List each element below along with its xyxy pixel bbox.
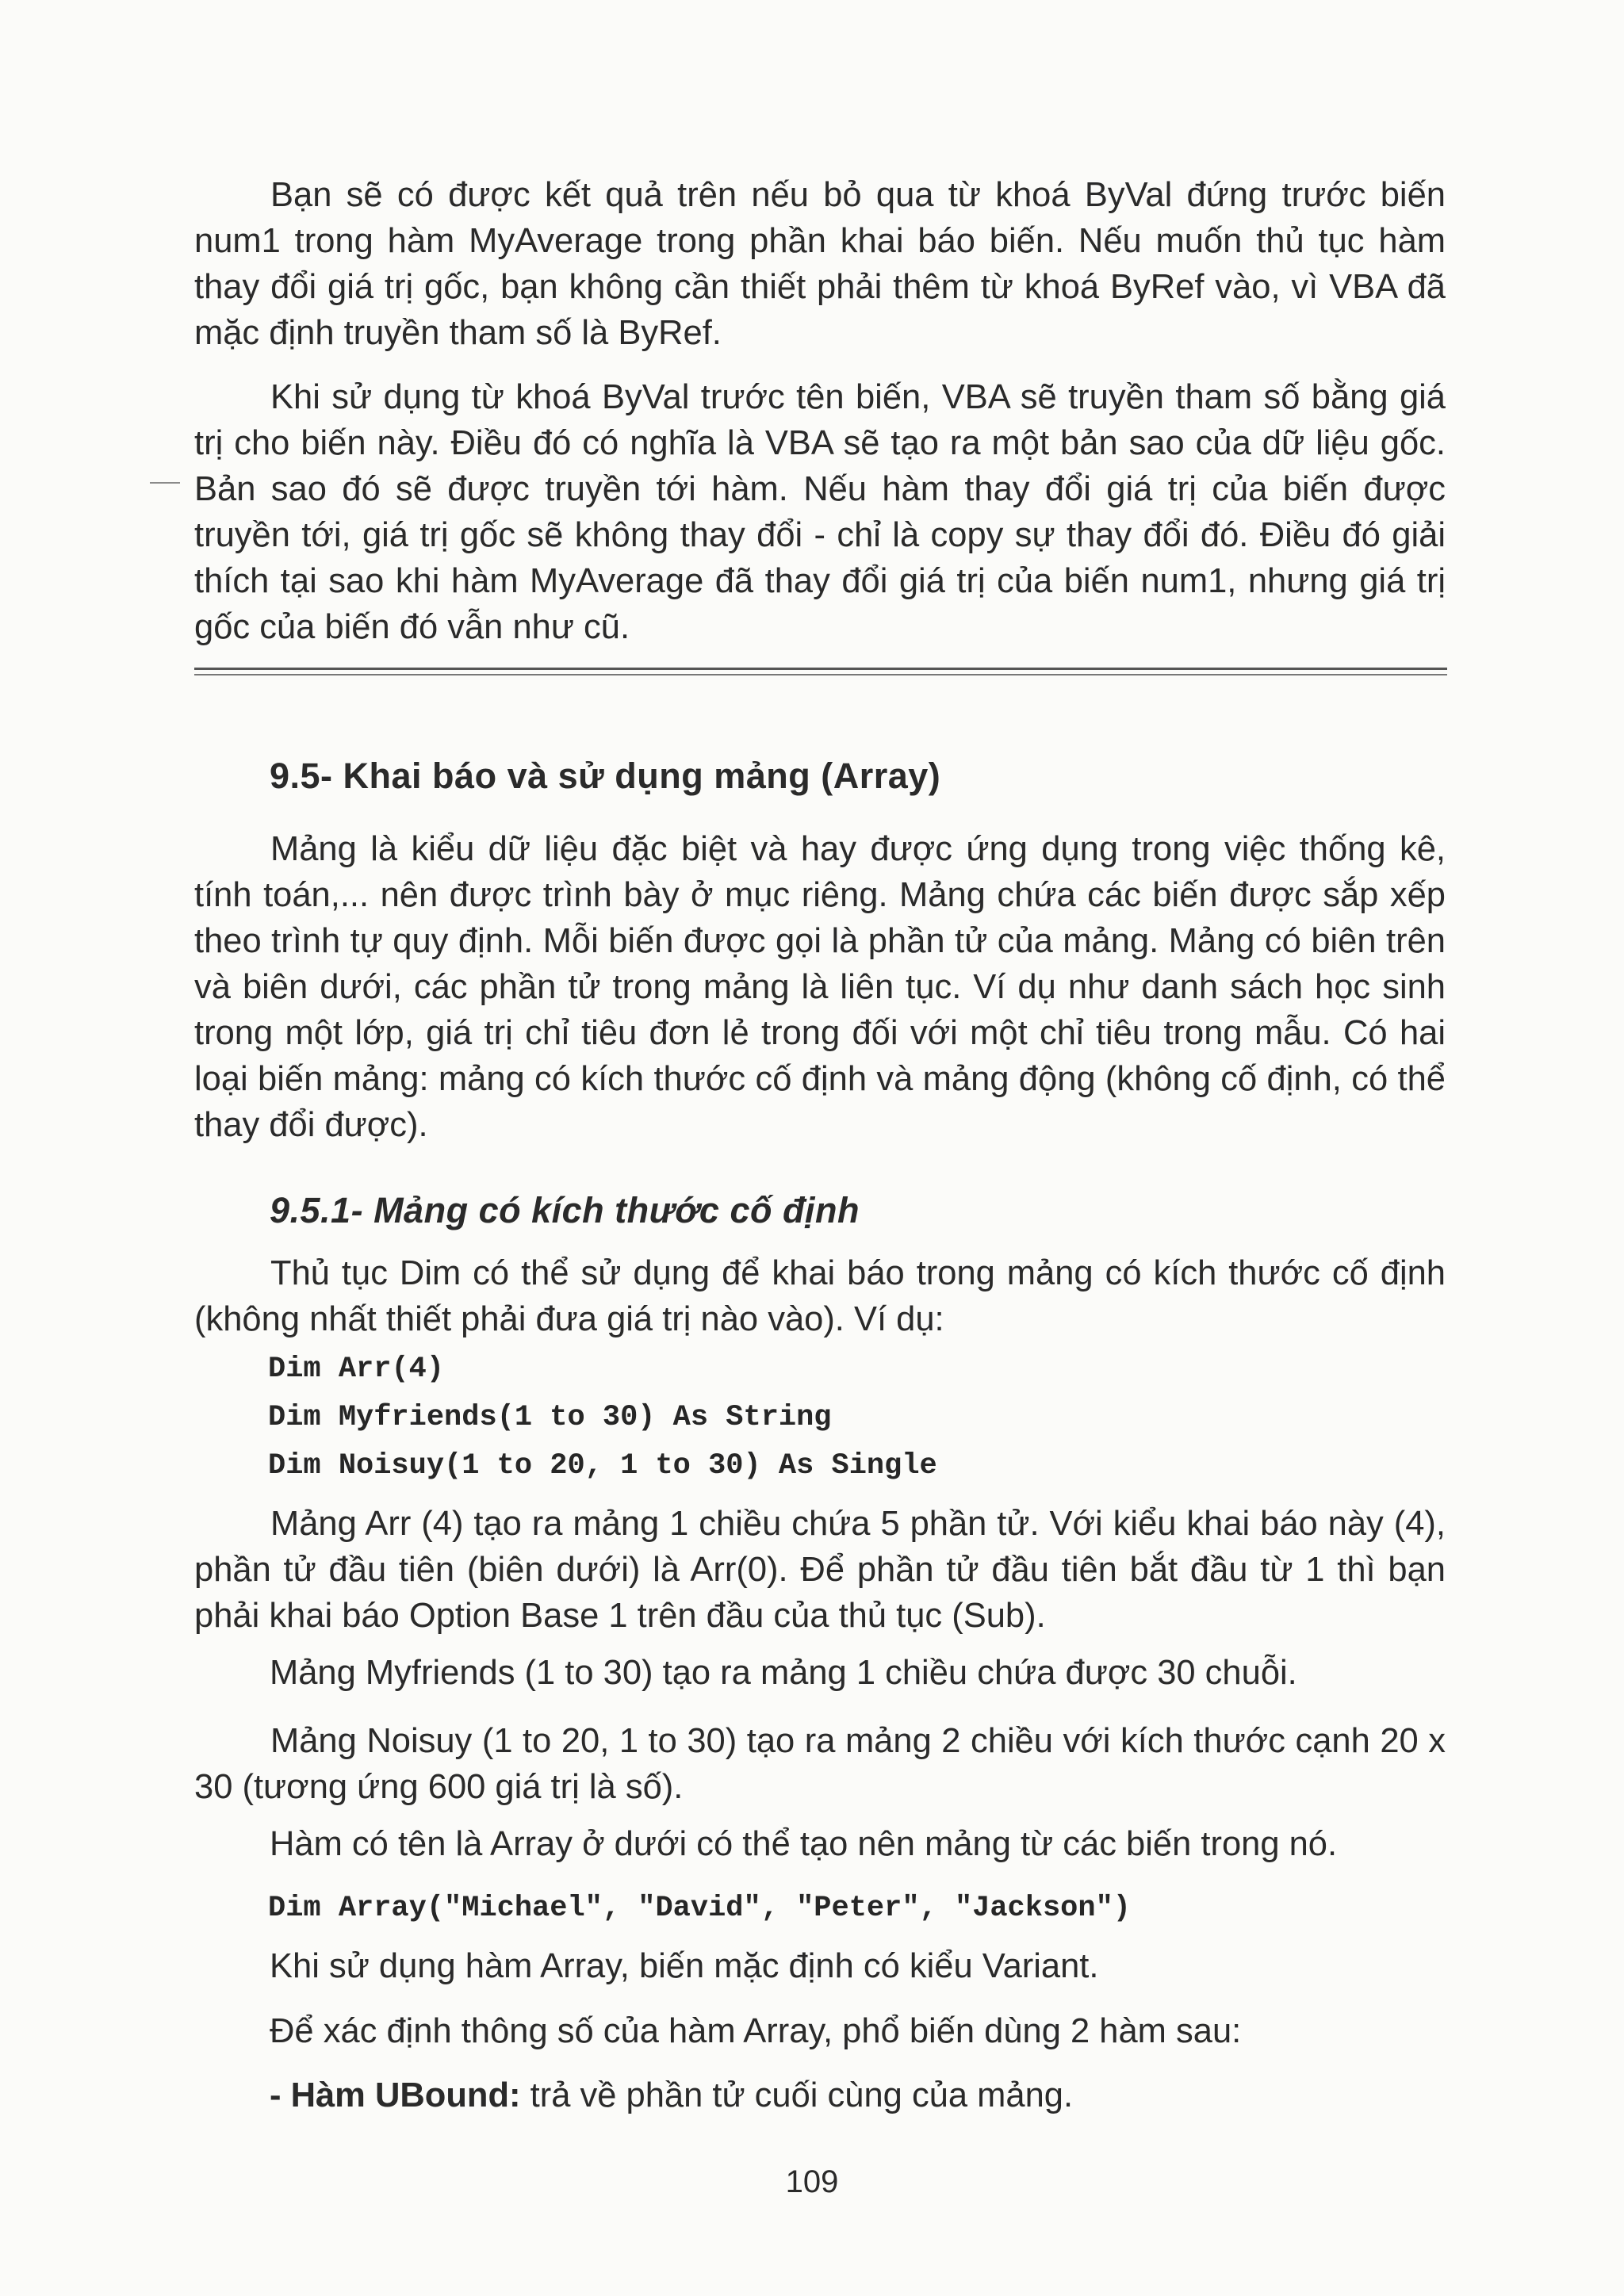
subsection-heading: 9.5.1- Mảng có kích thước cố định bbox=[270, 1190, 860, 1230]
paragraph-byval-result: Bạn sẽ có được kết quả trên nếu bỏ qua từ khoá ByVal đứng trước biến num1 trong hàm MyAverage trong phần khai báo biến. Nếu muốn thủ tục hàm thay đổi giá trị gốc, bạn không cần thiết phải thêm từ khoá ByRef vào, vì VBA đã mặc định truyền tham số là ByRef. bbox=[194, 176, 1446, 352]
paragraph-array-params: Để xác định thông số của hàm Array, phổ biến dùng 2 hàm sau: bbox=[270, 2012, 1242, 2050]
bullet-ubound bbox=[270, 2076, 1073, 2115]
section-heading: 9.5- Khai báo và sử dụng mảng (Array) bbox=[270, 756, 941, 796]
paragraph-byval-explanation: Khi sử dụng từ khoá ByVal trước tên biến, VBA sẽ truyền tham số bằng giá trị cho biến này. Điều đó có nghĩa là VBA sẽ tạo ra một bản sao của dữ liệu gốc. Bản sao đó sẽ được truyền tới hàm. Nếu hàm thay đổi giá trị của biến được truyền tới, giá trị gốc sẽ không thay đổi - chỉ là copy sự thay đổi đó. Điều đó giải thích tại sao khi hàm MyAverage đã thay đổi giá trị của biến num1, nhưng giá trị gốc của biến đó vẫn như cũ. bbox=[194, 378, 1446, 646]
page-number: 109 bbox=[785, 2164, 839, 2199]
paragraph-myfriends-explanation: Mảng Myfriends (1 to 30) tạo ra mảng 1 chiều chứa được 30 chuỗi. bbox=[270, 1654, 1297, 1692]
paragraph-arr-explanation: Mảng Arr (4) tạo ra mảng 1 chiều chứa 5 phần tử. Với kiểu khai báo này (4), phần tử đầu tiên (biên dưới) là Arr(0). Để phần tử đầu tiên bắt đầu từ 1 thì bạn phải khai báo Option Base 1 trên đầu của thủ tục (Sub). bbox=[194, 1505, 1446, 1635]
bullet-ubound-text: trả về phần tử cuối cùng của mảng. bbox=[520, 2076, 1074, 2114]
section-divider bbox=[194, 668, 1447, 670]
paragraph-array-intro: Mảng là kiểu dữ liệu đặc biệt và hay được ứng dụng trong việc thống kê, tính toán,... nên được trình bày ở mục riêng. Mảng chứa các biến được sắp xếp theo trình tự quy định. Mỗi biến được gọi là phần tử của mảng. Mảng có biên trên và biên dưới, các phần tử trong mảng là liên tục. Ví dụ như danh sách học sinh trong một lớp, giá trị chỉ tiêu đơn lẻ trong đối với một chỉ tiêu trong mẫu. Có hai loại biến mảng: mảng có kích thước cố định và mảng động (không cố định, có thể thay đổi được). bbox=[194, 830, 1446, 1144]
section-divider-secondary bbox=[194, 674, 1447, 675]
bullet-ubound-label: - Hàm UBound: bbox=[270, 2076, 521, 2114]
paragraph-array-function: Hàm có tên là Array ở dưới có thể tạo nên mảng từ các biến trong nó. bbox=[270, 1825, 1338, 1863]
code-line-myfriends: Dim Myfriends(1 to 30) As String bbox=[268, 1401, 832, 1434]
code-line-arr: Dim Arr(4) bbox=[268, 1353, 445, 1386]
paragraph-noisuy-explanation: Mảng Noisuy (1 to 20, 1 to 30) tạo ra mảng 2 chiều với kích thước cạnh 20 x 30 (tương ứng 600 giá trị là số). bbox=[194, 1722, 1446, 1806]
scan-mark bbox=[150, 482, 180, 484]
paragraph-variant-type: Khi sử dụng hàm Array, biến mặc định có kiểu Variant. bbox=[270, 1947, 1099, 1985]
paragraph-dim-usage: Thủ tục Dim có thể sử dụng để khai báo trong mảng có kích thước cố định (không nhất thiết phải đưa giá trị nào vào). Ví dụ: bbox=[194, 1254, 1446, 1338]
code-line-noisuy: Dim Noisuy(1 to 20, 1 to 30) As Single bbox=[268, 1449, 937, 1483]
code-line-array: Dim Array("Michael", "David", "Peter", "Jackson") bbox=[268, 1892, 1131, 1925]
